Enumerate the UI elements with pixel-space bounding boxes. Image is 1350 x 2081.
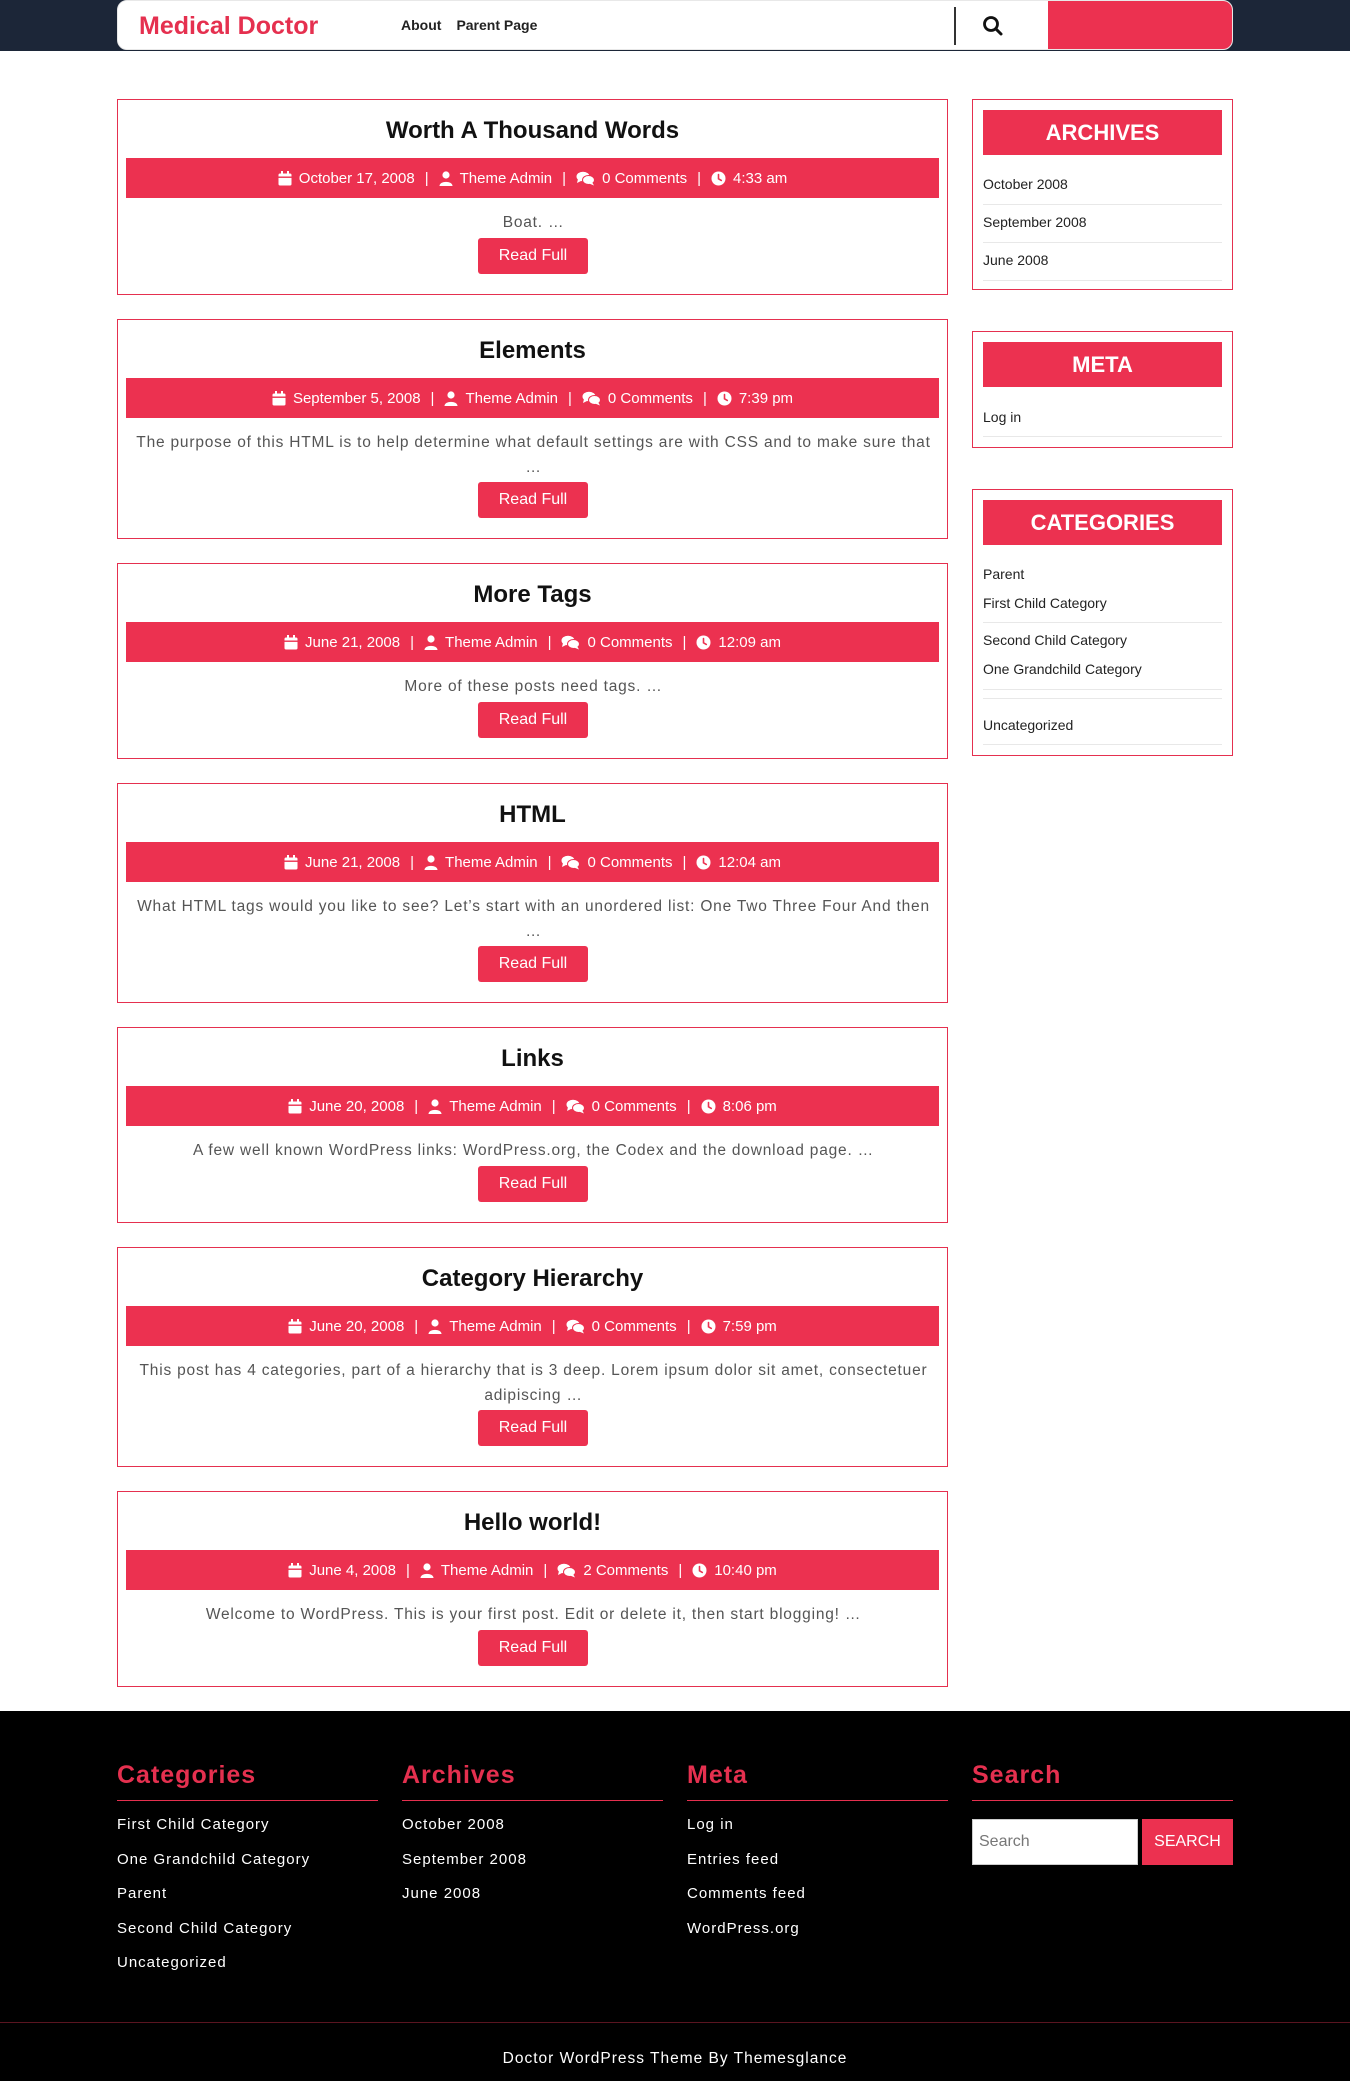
divider: [983, 689, 1222, 690]
nav-item-about[interactable]: About: [401, 17, 442, 33]
read-full-button[interactable]: Read Full: [478, 1166, 588, 1202]
meta-link-login[interactable]: Log in: [983, 409, 1022, 425]
post-meta-bar: [126, 842, 939, 882]
footer-archive-link[interactable]: September 2008: [402, 1850, 527, 1868]
clock-icon: [696, 855, 711, 870]
divider: [972, 1800, 1233, 1801]
user-icon: [428, 1319, 442, 1334]
post-excerpt: More of these posts need tags. …: [404, 678, 663, 695]
post-author[interactable]: [428, 1098, 542, 1115]
footer-heading: Archives: [402, 1761, 516, 1789]
post-time: [701, 1098, 777, 1115]
user-icon: [439, 171, 453, 186]
comments-icon: [566, 1319, 585, 1334]
clock-icon: [696, 635, 711, 650]
category-link-second-child[interactable]: Second Child Category: [983, 632, 1127, 648]
post-date-text: June 4, 2008: [309, 1561, 396, 1579]
clock-icon: [717, 391, 732, 406]
calendar-icon: [278, 171, 292, 186]
post-date[interactable]: [278, 170, 415, 187]
divider: [402, 1800, 663, 1801]
post-date-text: June 20, 2008: [309, 1097, 405, 1115]
meta-separator: |: [414, 1317, 419, 1335]
post-comments-text: 0 Comments: [602, 169, 688, 187]
footer-category-link[interactable]: Parent: [117, 1885, 168, 1902]
footer-heading: Meta: [687, 1761, 748, 1789]
post-author-text: Theme Admin: [449, 1097, 542, 1115]
post-excerpt: Boat. …: [502, 214, 565, 231]
meta-separator: |: [405, 1561, 410, 1579]
clock-icon: [692, 1563, 707, 1578]
footer-archive-link[interactable]: October 2008: [402, 1816, 505, 1833]
category-link-uncategorized[interactable]: Uncategorized: [983, 717, 1074, 733]
post-comments[interactable]: [566, 1098, 677, 1115]
footer-divider: [0, 2022, 1350, 2023]
header-divider: [954, 7, 956, 45]
calendar-icon: [288, 1319, 302, 1334]
archive-link[interactable]: June 2008: [983, 252, 1049, 268]
divider: [983, 242, 1222, 243]
post-date[interactable]: [288, 1562, 396, 1579]
user-icon: [424, 635, 438, 650]
post-date[interactable]: [284, 634, 400, 651]
read-full-button[interactable]: Read Full: [478, 702, 588, 738]
calendar-icon: [288, 1563, 302, 1578]
post-date[interactable]: [288, 1318, 404, 1335]
post-excerpt: Welcome to WordPress. This is your first post. Edit or delete it, then start blogging! …: [205, 1606, 862, 1623]
post-date-text: June 21, 2008: [305, 633, 401, 651]
footer-archives: [402, 1761, 663, 1917]
meta-separator: |: [430, 389, 435, 407]
footer-meta-link[interactable]: Entries feed: [687, 1850, 780, 1868]
site-header: [117, 0, 1233, 50]
post-card: [117, 319, 948, 539]
post-author[interactable]: [428, 1318, 542, 1335]
meta-separator: |: [686, 1317, 691, 1335]
clock-icon: [701, 1319, 716, 1334]
widget-title: META: [983, 342, 1222, 387]
read-full-button[interactable]: Read Full: [478, 946, 588, 982]
post-comments[interactable]: [576, 170, 687, 187]
post-time-text: 12:09 am: [718, 633, 781, 651]
post-meta-bar: [126, 1086, 939, 1126]
post-title[interactable]: Worth A Thousand Words: [385, 117, 680, 144]
post-author[interactable]: [420, 1562, 534, 1579]
post-meta-bar: [126, 158, 939, 198]
divider: [687, 1800, 948, 1801]
post-title[interactable]: Category Hierarchy: [421, 1265, 644, 1292]
post-comments[interactable]: [561, 854, 672, 871]
post-excerpt: The purpose of this HTML is to help determine what default settings are with CSS and to make sure that …: [136, 434, 931, 476]
post-date-text: October 17, 2008: [298, 169, 415, 187]
post-time: [692, 1562, 777, 1579]
clock-icon: [711, 171, 726, 186]
post-title[interactable]: More Tags: [473, 581, 592, 608]
footer-meta-link[interactable]: Log in: [687, 1816, 734, 1833]
post-card: [117, 1247, 948, 1467]
post-time-text: 7:39 pm: [738, 389, 794, 407]
meta-separator: |: [678, 1561, 683, 1579]
post-time-text: 12:04 am: [718, 853, 781, 871]
footer-archive-link[interactable]: June 2008: [402, 1885, 482, 1902]
meta-separator: |: [410, 633, 415, 651]
comments-icon: [582, 391, 601, 406]
read-full-button[interactable]: Read Full: [478, 1630, 588, 1666]
post-title[interactable]: Links: [501, 1045, 564, 1072]
post-time: [701, 1318, 777, 1335]
calendar-icon: [272, 391, 286, 406]
post-author-text: Theme Admin: [445, 853, 538, 871]
archive-link[interactable]: October 2008: [983, 176, 1068, 192]
post-date[interactable]: [288, 1098, 404, 1115]
post-date-text: September 5, 2008: [292, 389, 421, 407]
divider: [983, 622, 1222, 623]
post-comments[interactable]: [561, 634, 672, 651]
meta-separator: |: [682, 853, 687, 871]
widget-title: CATEGORIES: [983, 500, 1222, 545]
divider: [983, 280, 1222, 281]
footer-meta-link[interactable]: Comments feed: [687, 1885, 806, 1902]
meta-separator: |: [547, 633, 552, 651]
meta-separator: |: [568, 389, 572, 407]
footer-meta-link[interactable]: WordPress.org: [687, 1919, 800, 1937]
post-excerpt: A few well known WordPress links: WordPress.org, the Codex and the download page. …: [193, 1142, 874, 1159]
footer-category-link[interactable]: One Grandchild Category: [117, 1850, 311, 1868]
comments-icon: [561, 635, 580, 650]
post-title[interactable]: Hello world!: [463, 1509, 602, 1536]
post-time-text: 8:06 pm: [722, 1097, 777, 1115]
footer-category-link[interactable]: First Child Category: [117, 1816, 270, 1833]
post-time-text: 4:33 am: [733, 169, 788, 187]
comments-icon: [561, 855, 580, 870]
post-comments[interactable]: [557, 1562, 668, 1579]
post-date-text: June 20, 2008: [309, 1317, 405, 1335]
comments-icon: [576, 171, 595, 186]
post-card: [117, 563, 948, 759]
footer-meta: [687, 1761, 948, 1951]
meta-separator: |: [424, 169, 429, 187]
post-comments-text: 0 Comments: [591, 1317, 677, 1335]
post-comments-text: 0 Comments: [587, 853, 673, 871]
post-comments[interactable]: [566, 1318, 677, 1335]
divider: [983, 744, 1222, 745]
footer-categories: [117, 1761, 378, 1986]
widget-meta: [972, 331, 1233, 448]
divider: [117, 1800, 378, 1801]
post-time: [696, 634, 781, 651]
post-author[interactable]: [424, 634, 538, 651]
post-date[interactable]: [272, 390, 421, 407]
post-comments-text: 0 Comments: [591, 1097, 677, 1115]
calendar-icon: [284, 855, 298, 870]
footer-category-link[interactable]: Second Child Category: [117, 1919, 293, 1937]
search-input[interactable]: Search: [972, 1819, 1138, 1865]
widget-title: ARCHIVES: [983, 110, 1222, 155]
read-full-button[interactable]: Read Full: [478, 238, 588, 274]
post-time: [711, 170, 787, 187]
footer-category-link[interactable]: Uncategorized: [117, 1954, 227, 1971]
comments-icon: [566, 1099, 585, 1114]
header-accent-block: [1048, 1, 1233, 50]
category-link-grandchild[interactable]: One Grandchild Category: [983, 661, 1142, 677]
meta-separator: |: [686, 1097, 691, 1115]
calendar-icon: [288, 1099, 302, 1114]
post-comments-text: 2 Comments: [583, 1561, 669, 1579]
category-link-parent[interactable]: Parent: [983, 566, 1025, 582]
read-full-button[interactable]: Read Full: [478, 1410, 588, 1446]
meta-separator: |: [682, 633, 687, 651]
post-author-text: Theme Admin: [440, 1561, 534, 1579]
user-icon: [420, 1563, 434, 1578]
post-author[interactable]: [439, 170, 553, 187]
post-meta-bar: [126, 378, 939, 418]
user-icon: [444, 391, 458, 406]
post-author-text: Theme Admin: [449, 1317, 542, 1335]
post-comments-text: 0 Comments: [587, 633, 673, 651]
meta-separator: |: [543, 1561, 548, 1579]
post-time: [717, 390, 793, 407]
divider: [983, 698, 1222, 699]
meta-separator: |: [551, 1317, 556, 1335]
divider: [983, 436, 1222, 437]
main-nav: [401, 17, 537, 33]
post-meta-bar: [126, 622, 939, 662]
post-card: [117, 783, 948, 1003]
post-card: [117, 99, 948, 295]
post-card: [117, 1491, 948, 1687]
post-author-text: Theme Admin: [445, 633, 538, 651]
post-time: [696, 854, 781, 871]
meta-separator: |: [702, 389, 707, 407]
post-excerpt: This post has 4 categories, part of a hierarchy that is 3 deep. Lorem ipsum dolor sit amet, consectetuer adipiscing …: [139, 1362, 928, 1404]
post-author[interactable]: [424, 854, 538, 871]
footer-heading: Search: [972, 1761, 1062, 1789]
post-excerpt: What HTML tags would you like to see? Let’s start with an unordered list: One Two Three Four And then …: [137, 898, 930, 940]
post-author[interactable]: [444, 390, 558, 407]
user-icon: [424, 855, 438, 870]
meta-separator: |: [410, 853, 415, 871]
footer-search: [972, 1761, 1233, 1850]
post-time-text: 7:59 pm: [722, 1317, 777, 1335]
site-logo[interactable]: Medical Doctor: [139, 12, 319, 40]
meta-separator: |: [697, 169, 701, 187]
clock-icon: [701, 1099, 716, 1114]
widget-categories: [972, 489, 1233, 756]
post-meta-bar: [126, 1306, 939, 1346]
copyright-text: Doctor WordPress Theme By Themesglance: [502, 2050, 848, 2067]
post-date-text: June 21, 2008: [305, 853, 401, 871]
comments-icon: [557, 1563, 576, 1578]
calendar-icon: [284, 635, 298, 650]
meta-separator: |: [414, 1097, 419, 1115]
post-title[interactable]: Elements: [479, 337, 586, 364]
site-footer: [0, 1711, 1350, 2081]
nav-item-parent-page[interactable]: Parent Page: [456, 17, 538, 33]
post-title[interactable]: HTML: [499, 801, 566, 828]
post-author-text: Theme Admin: [459, 169, 553, 187]
user-icon: [428, 1099, 442, 1114]
post-meta-bar: [126, 1550, 939, 1590]
search-button[interactable]: SEARCH: [1142, 1819, 1233, 1865]
divider: [983, 204, 1222, 205]
meta-separator: |: [547, 853, 552, 871]
meta-separator: |: [551, 1097, 556, 1115]
post-time-text: 10:40 pm: [714, 1561, 777, 1579]
meta-separator: |: [562, 169, 567, 187]
footer-search-form: [972, 1819, 1233, 1865]
search-icon[interactable]: [978, 11, 1008, 41]
read-full-button[interactable]: Read Full: [478, 482, 588, 518]
footer-heading: Categories: [117, 1761, 257, 1789]
widget-archives: [972, 99, 1233, 290]
post-date[interactable]: [284, 854, 400, 871]
archive-link[interactable]: September 2008: [983, 214, 1087, 230]
post-card: [117, 1027, 948, 1223]
post-author-text: Theme Admin: [465, 389, 558, 407]
category-link-first-child[interactable]: First Child Category: [983, 595, 1107, 611]
post-comments-text: 0 Comments: [607, 389, 693, 407]
post-comments[interactable]: [582, 390, 693, 407]
